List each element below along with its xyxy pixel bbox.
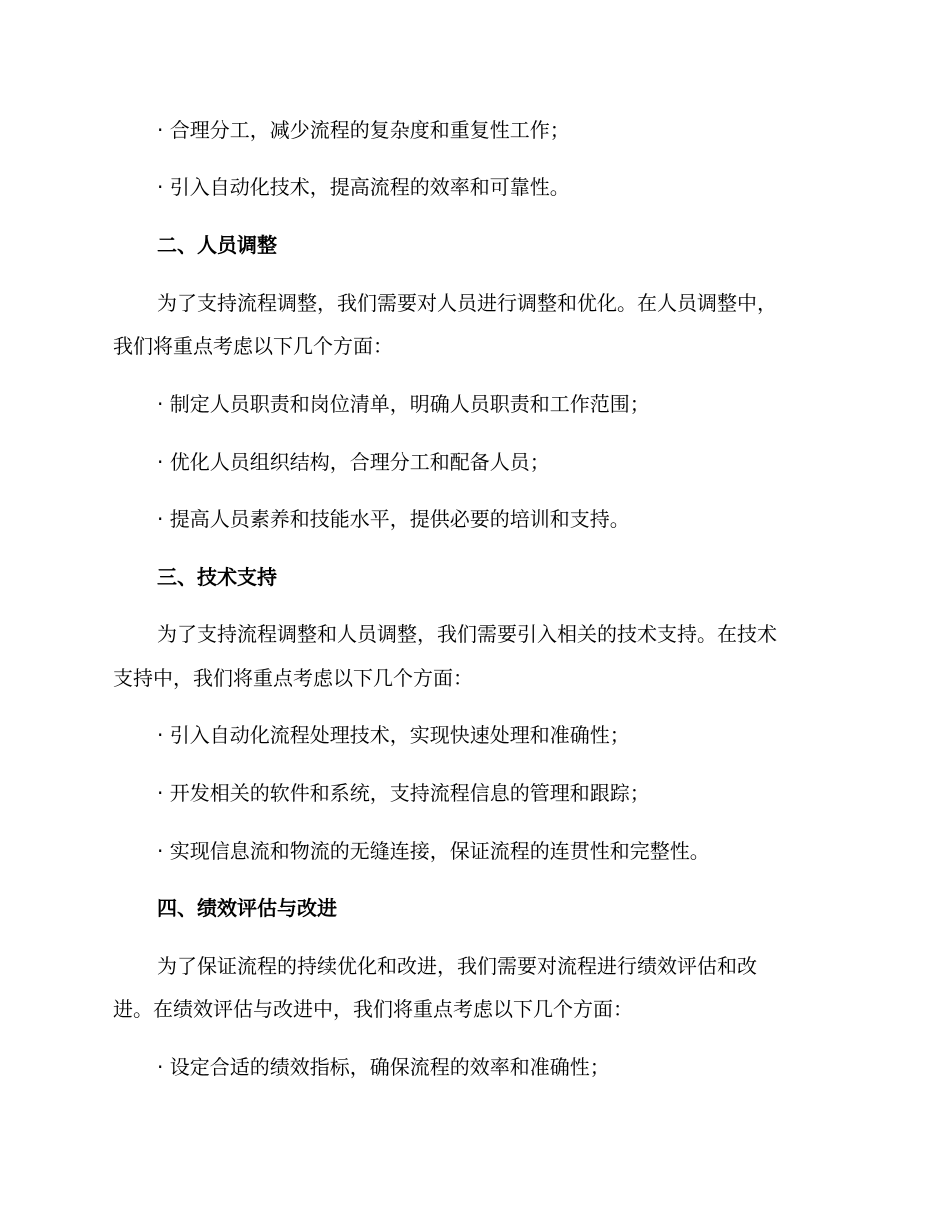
section-heading: 四、绩效评估与改进 (157, 896, 337, 920)
bullet-item: · 优化人员组织结构，合理分工和配备人员； (157, 450, 550, 474)
section-heading: 二、人员调整 (157, 233, 277, 257)
bullet-item: · 制定人员职责和岗位清单，明确人员职责和工作范围； (157, 392, 650, 416)
bullet-item: · 提高人员素养和技能水平，提供必要的培训和支持。 (157, 507, 630, 531)
paragraph-line: 为了支持流程调整和人员调整，我们需要引入相关的技术支持。在技术 (157, 622, 777, 646)
paragraph-line: 为了保证流程的持续优化和改进，我们需要对流程进行绩效评估和改 (157, 954, 757, 978)
bullet-item: · 引入自动化技术，提高流程的效率和可靠性。 (157, 175, 570, 199)
bullet-item: · 引入自动化流程处理技术，实现快速处理和准确性； (157, 723, 630, 747)
paragraph-line: 进。在绩效评估与改进中，我们将重点考虑以下几个方面： (113, 997, 633, 1021)
paragraph-line: 支持中，我们将重点考虑以下几个方面： (113, 666, 473, 690)
bullet-item: · 实现信息流和物流的无缝连接，保证流程的连贯性和完整性。 (157, 839, 710, 863)
bullet-item: · 设定合适的绩效指标，确保流程的效率和准确性； (157, 1055, 610, 1079)
bullet-item: · 开发相关的软件和系统，支持流程信息的管理和跟踪； (157, 781, 650, 805)
bullet-item: · 合理分工，减少流程的复杂度和重复性工作； (157, 118, 570, 142)
section-heading: 三、技术支持 (157, 565, 277, 589)
paragraph-line: 为了支持流程调整，我们需要对人员进行调整和优化。在人员调整中， (157, 291, 777, 315)
paragraph-line: 我们将重点考虑以下几个方面： (113, 334, 393, 358)
